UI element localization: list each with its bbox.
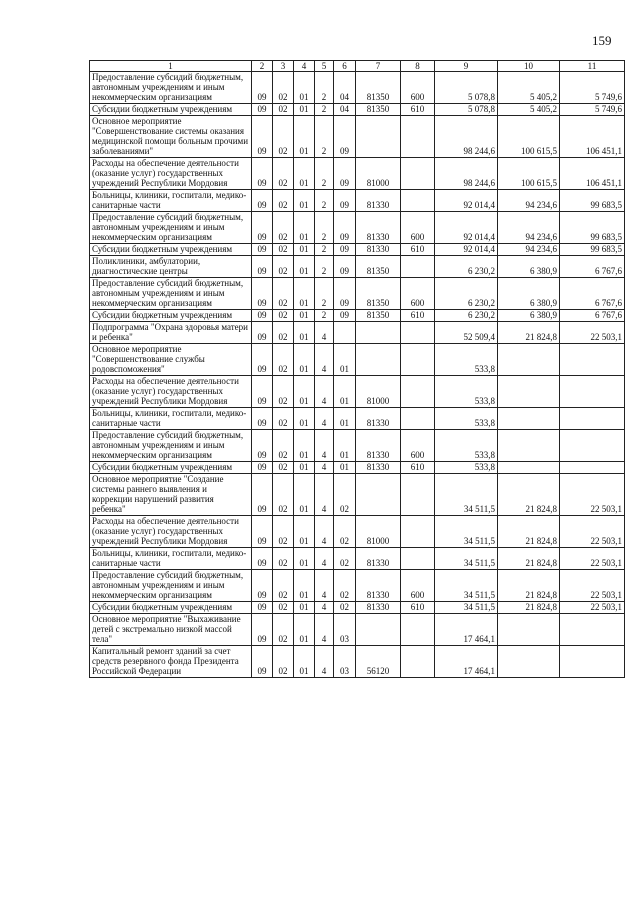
- row-name-cell: Субсидии бюджетным учреждениям: [90, 462, 252, 474]
- row-cell-c2: 09: [252, 376, 273, 408]
- row-cell-c11: [560, 462, 625, 474]
- row-cell-c8: [401, 116, 435, 158]
- row-cell-c5: 2: [315, 72, 334, 104]
- table-row: [90, 602, 625, 614]
- table-row: [90, 72, 625, 104]
- table-row: [90, 408, 625, 430]
- row-cell-c6: 09: [334, 116, 356, 158]
- row-cell-c8: [401, 344, 435, 376]
- header-cell: 11: [560, 61, 625, 72]
- row-cell-c5: 4: [315, 376, 334, 408]
- row-cell-c6: 02: [334, 602, 356, 614]
- row-cell-c6: 03: [334, 614, 356, 646]
- row-cell-c2: 09: [252, 212, 273, 244]
- row-cell-c6: 02: [334, 516, 356, 548]
- row-cell-c4: 01: [294, 256, 315, 278]
- row-cell-c7: 81330: [356, 190, 401, 212]
- row-cell-c7: [356, 116, 401, 158]
- row-cell-c7: 81350: [356, 310, 401, 322]
- row-cell-c7: 81350: [356, 256, 401, 278]
- row-cell-c10: 100 615,5: [498, 116, 560, 158]
- row-cell-c4: 01: [294, 278, 315, 310]
- row-cell-c7: [356, 474, 401, 516]
- row-cell-c5: 2: [315, 104, 334, 116]
- row-cell-c2: 09: [252, 158, 273, 190]
- row-cell-c11: 99 683,5: [560, 212, 625, 244]
- table-row: [90, 614, 625, 646]
- row-cell-c11: 22 503,1: [560, 570, 625, 602]
- row-cell-c10: 21 824,8: [498, 570, 560, 602]
- table-row: [90, 430, 625, 462]
- row-cell-c4: 01: [294, 430, 315, 462]
- row-cell-c7: 81000: [356, 158, 401, 190]
- row-cell-c10: 21 824,8: [498, 602, 560, 614]
- row-cell-c9: 92 014,4: [435, 190, 498, 212]
- row-cell-c10: 5 405,2: [498, 72, 560, 104]
- row-cell-c2: 09: [252, 190, 273, 212]
- row-cell-c11: 106 451,1: [560, 116, 625, 158]
- table-row: [90, 310, 625, 322]
- row-cell-c4: 01: [294, 104, 315, 116]
- row-cell-c5: 2: [315, 212, 334, 244]
- row-cell-c2: 09: [252, 548, 273, 570]
- row-cell-c2: 09: [252, 116, 273, 158]
- row-cell-c11: 22 503,1: [560, 602, 625, 614]
- header-cell: 10: [498, 61, 560, 72]
- row-cell-c6: 02: [334, 570, 356, 602]
- row-cell-c8: 600: [401, 212, 435, 244]
- row-cell-c9: 34 511,5: [435, 570, 498, 602]
- row-cell-c5: 4: [315, 430, 334, 462]
- row-cell-c10: 6 380,9: [498, 278, 560, 310]
- row-cell-c5: 4: [315, 516, 334, 548]
- row-cell-c5: 2: [315, 256, 334, 278]
- table-row: [90, 190, 625, 212]
- row-cell-c10: [498, 430, 560, 462]
- row-cell-c10: [498, 646, 560, 678]
- row-name-cell: Предоставление субсидий бюджетным, автономным учреждениям и иным некоммерческим организациям: [90, 278, 252, 310]
- row-cell-c11: 22 503,1: [560, 516, 625, 548]
- row-cell-c6: 02: [334, 474, 356, 516]
- row-cell-c5: 2: [315, 310, 334, 322]
- row-cell-c2: 09: [252, 646, 273, 678]
- row-cell-c9: 92 014,4: [435, 212, 498, 244]
- row-cell-c6: 09: [334, 278, 356, 310]
- row-cell-c7: 81330: [356, 430, 401, 462]
- row-cell-c11: [560, 376, 625, 408]
- table-row: [90, 212, 625, 244]
- row-cell-c9: 17 464,1: [435, 614, 498, 646]
- row-cell-c6: 01: [334, 462, 356, 474]
- row-cell-c6: 03: [334, 646, 356, 678]
- row-cell-c7: 81350: [356, 104, 401, 116]
- row-cell-c4: 01: [294, 614, 315, 646]
- row-cell-c3: 02: [273, 548, 294, 570]
- row-cell-c3: 02: [273, 516, 294, 548]
- row-name-cell: Расходы на обеспечение деятельности (оказание услуг) государственных учреждений Республики Мордовия: [90, 376, 252, 408]
- table-row: [90, 474, 625, 516]
- row-cell-c6: 04: [334, 72, 356, 104]
- row-cell-c8: [401, 158, 435, 190]
- row-cell-c7: 81330: [356, 602, 401, 614]
- table-body: [90, 72, 625, 678]
- header-cell: 6: [334, 61, 356, 72]
- header-cell: 1: [90, 61, 252, 72]
- row-cell-c9: 533,8: [435, 344, 498, 376]
- row-name-cell: Предоставление субсидий бюджетным, автономным учреждениям и иным некоммерческим организациям: [90, 72, 252, 104]
- row-cell-c6: 09: [334, 256, 356, 278]
- row-cell-c11: 5 749,6: [560, 72, 625, 104]
- row-cell-c10: 21 824,8: [498, 516, 560, 548]
- row-name-cell: Предоставление субсидий бюджетным, автономным учреждениям и иным некоммерческим организациям: [90, 430, 252, 462]
- row-cell-c2: 09: [252, 322, 273, 344]
- row-cell-c5: 2: [315, 278, 334, 310]
- row-cell-c2: 09: [252, 516, 273, 548]
- header-cell: 2: [252, 61, 273, 72]
- row-cell-c8: [401, 614, 435, 646]
- row-cell-c11: [560, 646, 625, 678]
- row-cell-c10: [498, 408, 560, 430]
- row-cell-c5: 4: [315, 646, 334, 678]
- table-row: [90, 646, 625, 678]
- row-cell-c5: 4: [315, 614, 334, 646]
- row-cell-c8: 610: [401, 462, 435, 474]
- row-cell-c10: 5 405,2: [498, 104, 560, 116]
- row-cell-c2: 09: [252, 408, 273, 430]
- row-cell-c8: [401, 548, 435, 570]
- row-cell-c7: 81330: [356, 548, 401, 570]
- row-cell-c10: [498, 376, 560, 408]
- row-cell-c8: 600: [401, 570, 435, 602]
- row-cell-c7: [356, 614, 401, 646]
- row-name-cell: Основное мероприятие "Совершенствование службы родовспоможения": [90, 344, 252, 376]
- table-row: [90, 516, 625, 548]
- row-cell-c7: 81330: [356, 462, 401, 474]
- row-cell-c4: 01: [294, 212, 315, 244]
- row-cell-c2: 09: [252, 104, 273, 116]
- row-name-cell: Больницы, клиники, госпитали, медико-санитарные части: [90, 190, 252, 212]
- row-cell-c9: 92 014,4: [435, 244, 498, 256]
- row-cell-c7: 56120: [356, 646, 401, 678]
- header-cell: 3: [273, 61, 294, 72]
- row-cell-c2: 09: [252, 256, 273, 278]
- row-cell-c8: 610: [401, 602, 435, 614]
- row-cell-c3: 02: [273, 430, 294, 462]
- row-cell-c6: 02: [334, 548, 356, 570]
- row-cell-c3: 02: [273, 344, 294, 376]
- table-row: [90, 278, 625, 310]
- row-cell-c11: 6 767,6: [560, 256, 625, 278]
- row-cell-c11: 106 451,1: [560, 158, 625, 190]
- table-row: [90, 548, 625, 570]
- row-cell-c2: 09: [252, 602, 273, 614]
- row-cell-c6: 09: [334, 212, 356, 244]
- row-cell-c10: 6 380,9: [498, 310, 560, 322]
- row-cell-c4: 01: [294, 408, 315, 430]
- row-name-cell: Субсидии бюджетным учреждениям: [90, 602, 252, 614]
- row-cell-c3: 02: [273, 212, 294, 244]
- row-name-cell: Основное мероприятие "Выхаживание детей с экстремально низкой массой тела": [90, 614, 252, 646]
- row-cell-c8: 610: [401, 104, 435, 116]
- row-cell-c11: 22 503,1: [560, 548, 625, 570]
- row-cell-c10: 94 234,6: [498, 190, 560, 212]
- row-cell-c8: [401, 516, 435, 548]
- row-name-cell: Предоставление субсидий бюджетным, автономным учреждениям и иным некоммерческим организациям: [90, 212, 252, 244]
- row-cell-c6: 01: [334, 344, 356, 376]
- row-cell-c9: 533,8: [435, 408, 498, 430]
- row-cell-c9: 17 464,1: [435, 646, 498, 678]
- table-row: [90, 462, 625, 474]
- table-row: [90, 104, 625, 116]
- row-cell-c5: 2: [315, 190, 334, 212]
- row-cell-c7: 81350: [356, 72, 401, 104]
- row-name-cell: Расходы на обеспечение деятельности (оказание услуг) государственных учреждений Республики Мордовия: [90, 158, 252, 190]
- row-cell-c4: 01: [294, 548, 315, 570]
- row-cell-c7: 81000: [356, 376, 401, 408]
- row-cell-c9: 533,8: [435, 376, 498, 408]
- row-cell-c7: [356, 322, 401, 344]
- row-cell-c4: 01: [294, 602, 315, 614]
- row-cell-c3: 02: [273, 72, 294, 104]
- row-cell-c2: 09: [252, 462, 273, 474]
- budget-table: [89, 60, 625, 678]
- row-cell-c6: 01: [334, 408, 356, 430]
- row-name-cell: Больницы, клиники, госпитали, медико-санитарные части: [90, 408, 252, 430]
- table-row: [90, 158, 625, 190]
- row-cell-c4: 01: [294, 158, 315, 190]
- row-cell-c11: [560, 344, 625, 376]
- row-cell-c6: 01: [334, 430, 356, 462]
- row-cell-c2: 09: [252, 614, 273, 646]
- row-cell-c11: 22 503,1: [560, 474, 625, 516]
- row-cell-c9: 98 244,6: [435, 116, 498, 158]
- row-cell-c9: 6 230,2: [435, 256, 498, 278]
- table-row: [90, 344, 625, 376]
- row-cell-c9: 52 509,4: [435, 322, 498, 344]
- row-cell-c3: 02: [273, 462, 294, 474]
- row-cell-c5: 4: [315, 408, 334, 430]
- row-cell-c3: 02: [273, 278, 294, 310]
- row-name-cell: Основное мероприятие "Создание системы раннего выявления и коррекции нарушений развития ребенка": [90, 474, 252, 516]
- row-cell-c3: 02: [273, 474, 294, 516]
- row-cell-c10: 94 234,6: [498, 212, 560, 244]
- header-cell: 9: [435, 61, 498, 72]
- row-cell-c4: 01: [294, 462, 315, 474]
- row-cell-c3: 02: [273, 158, 294, 190]
- row-cell-c11: 99 683,5: [560, 244, 625, 256]
- table-row: [90, 570, 625, 602]
- row-cell-c6: 09: [334, 190, 356, 212]
- row-cell-c7: 81330: [356, 408, 401, 430]
- row-cell-c10: 21 824,8: [498, 322, 560, 344]
- row-cell-c9: 34 511,5: [435, 474, 498, 516]
- row-name-cell: Субсидии бюджетным учреждениям: [90, 310, 252, 322]
- row-cell-c11: 5 749,6: [560, 104, 625, 116]
- row-cell-c9: 34 511,5: [435, 602, 498, 614]
- row-cell-c2: 09: [252, 278, 273, 310]
- row-cell-c3: 02: [273, 310, 294, 322]
- row-cell-c3: 02: [273, 116, 294, 158]
- row-cell-c7: 81330: [356, 244, 401, 256]
- row-cell-c9: 34 511,5: [435, 548, 498, 570]
- row-name-cell: Расходы на обеспечение деятельности (оказание услуг) государственных учреждений Республики Мордовия: [90, 516, 252, 548]
- row-name-cell: Субсидии бюджетным учреждениям: [90, 104, 252, 116]
- table-row: [90, 116, 625, 158]
- row-cell-c3: 02: [273, 190, 294, 212]
- row-cell-c4: 01: [294, 116, 315, 158]
- table-row: [90, 376, 625, 408]
- row-cell-c3: 02: [273, 570, 294, 602]
- row-cell-c10: 6 380,9: [498, 256, 560, 278]
- row-name-cell: Больницы, клиники, госпитали, медико-санитарные части: [90, 548, 252, 570]
- row-cell-c9: 5 078,8: [435, 72, 498, 104]
- row-cell-c9: 6 230,2: [435, 278, 498, 310]
- row-cell-c10: 94 234,6: [498, 244, 560, 256]
- row-cell-c3: 02: [273, 614, 294, 646]
- row-cell-c11: [560, 430, 625, 462]
- row-cell-c8: [401, 190, 435, 212]
- row-cell-c5: 2: [315, 158, 334, 190]
- row-name-cell: Подпрограмма "Охрана здоровья матери и ребенка": [90, 322, 252, 344]
- row-cell-c9: 5 078,8: [435, 104, 498, 116]
- row-name-cell: Предоставление субсидий бюджетным, автономным учреждениям и иным некоммерческим организациям: [90, 570, 252, 602]
- row-cell-c2: 09: [252, 474, 273, 516]
- row-cell-c8: [401, 376, 435, 408]
- row-cell-c6: 09: [334, 158, 356, 190]
- page-number: 159: [592, 33, 612, 48]
- row-cell-c4: 01: [294, 646, 315, 678]
- row-cell-c9: 6 230,2: [435, 310, 498, 322]
- row-cell-c10: [498, 344, 560, 376]
- row-cell-c3: 02: [273, 376, 294, 408]
- row-cell-c8: 610: [401, 310, 435, 322]
- row-cell-c5: 4: [315, 322, 334, 344]
- row-cell-c3: 02: [273, 244, 294, 256]
- row-cell-c11: 99 683,5: [560, 190, 625, 212]
- row-cell-c10: 21 824,8: [498, 548, 560, 570]
- row-cell-c8: [401, 322, 435, 344]
- row-cell-c8: 610: [401, 244, 435, 256]
- row-cell-c8: 600: [401, 72, 435, 104]
- row-cell-c4: 01: [294, 310, 315, 322]
- row-cell-c5: 4: [315, 474, 334, 516]
- row-cell-c9: 98 244,6: [435, 158, 498, 190]
- header-cell: 4: [294, 61, 315, 72]
- row-cell-c8: [401, 408, 435, 430]
- row-cell-c5: 4: [315, 548, 334, 570]
- row-cell-c4: 01: [294, 190, 315, 212]
- row-cell-c11: 6 767,6: [560, 278, 625, 310]
- row-cell-c5: 4: [315, 570, 334, 602]
- row-cell-c4: 01: [294, 516, 315, 548]
- row-cell-c6: 09: [334, 244, 356, 256]
- row-cell-c9: 533,8: [435, 462, 498, 474]
- row-cell-c4: 01: [294, 376, 315, 408]
- row-cell-c2: 09: [252, 310, 273, 322]
- row-cell-c7: 81330: [356, 570, 401, 602]
- row-cell-c7: 81350: [356, 278, 401, 310]
- table-row: [90, 256, 625, 278]
- row-cell-c3: 02: [273, 104, 294, 116]
- table-row: [90, 244, 625, 256]
- row-cell-c4: 01: [294, 244, 315, 256]
- row-cell-c4: 01: [294, 474, 315, 516]
- row-cell-c5: 2: [315, 244, 334, 256]
- row-cell-c3: 02: [273, 408, 294, 430]
- row-cell-c11: [560, 408, 625, 430]
- row-cell-c9: 533,8: [435, 430, 498, 462]
- row-cell-c4: 01: [294, 570, 315, 602]
- row-cell-c5: 4: [315, 602, 334, 614]
- header-cell: 7: [356, 61, 401, 72]
- table-row: [90, 322, 625, 344]
- row-cell-c7: 81000: [356, 516, 401, 548]
- row-cell-c2: 09: [252, 344, 273, 376]
- header-cell: 5: [315, 61, 334, 72]
- row-cell-c4: 01: [294, 344, 315, 376]
- row-name-cell: Поликлиники, амбулатории, диагностические центры: [90, 256, 252, 278]
- row-cell-c2: 09: [252, 570, 273, 602]
- row-name-cell: Капитальный ремонт зданий за счет средств резервного фонда Президента Российской Федерации: [90, 646, 252, 678]
- row-cell-c2: 09: [252, 244, 273, 256]
- row-cell-c5: 2: [315, 116, 334, 158]
- row-cell-c5: 4: [315, 344, 334, 376]
- row-cell-c2: 09: [252, 72, 273, 104]
- row-cell-c10: [498, 462, 560, 474]
- header-row: [90, 61, 625, 72]
- header-cell: 8: [401, 61, 435, 72]
- row-cell-c4: 01: [294, 322, 315, 344]
- row-cell-c3: 02: [273, 646, 294, 678]
- row-cell-c10: 100 615,5: [498, 158, 560, 190]
- row-cell-c10: 21 824,8: [498, 474, 560, 516]
- row-cell-c8: 600: [401, 278, 435, 310]
- row-cell-c10: [498, 614, 560, 646]
- row-cell-c6: 09: [334, 310, 356, 322]
- row-cell-c6: [334, 322, 356, 344]
- row-cell-c6: 01: [334, 376, 356, 408]
- row-name-cell: Основное мероприятие "Совершенствование системы оказания медицинской помощи больным прочими заболеваниями": [90, 116, 252, 158]
- row-cell-c11: 6 767,6: [560, 310, 625, 322]
- row-cell-c8: 600: [401, 430, 435, 462]
- row-cell-c5: 4: [315, 462, 334, 474]
- row-name-cell: Субсидии бюджетным учреждениям: [90, 244, 252, 256]
- row-cell-c3: 02: [273, 602, 294, 614]
- row-cell-c9: 34 511,5: [435, 516, 498, 548]
- row-cell-c7: [356, 344, 401, 376]
- row-cell-c7: 81330: [356, 212, 401, 244]
- row-cell-c4: 01: [294, 72, 315, 104]
- row-cell-c3: 02: [273, 256, 294, 278]
- row-cell-c3: 02: [273, 322, 294, 344]
- row-cell-c8: [401, 474, 435, 516]
- row-cell-c6: 04: [334, 104, 356, 116]
- row-cell-c11: 22 503,1: [560, 322, 625, 344]
- row-cell-c8: [401, 646, 435, 678]
- row-cell-c11: [560, 614, 625, 646]
- row-cell-c8: [401, 256, 435, 278]
- row-cell-c2: 09: [252, 430, 273, 462]
